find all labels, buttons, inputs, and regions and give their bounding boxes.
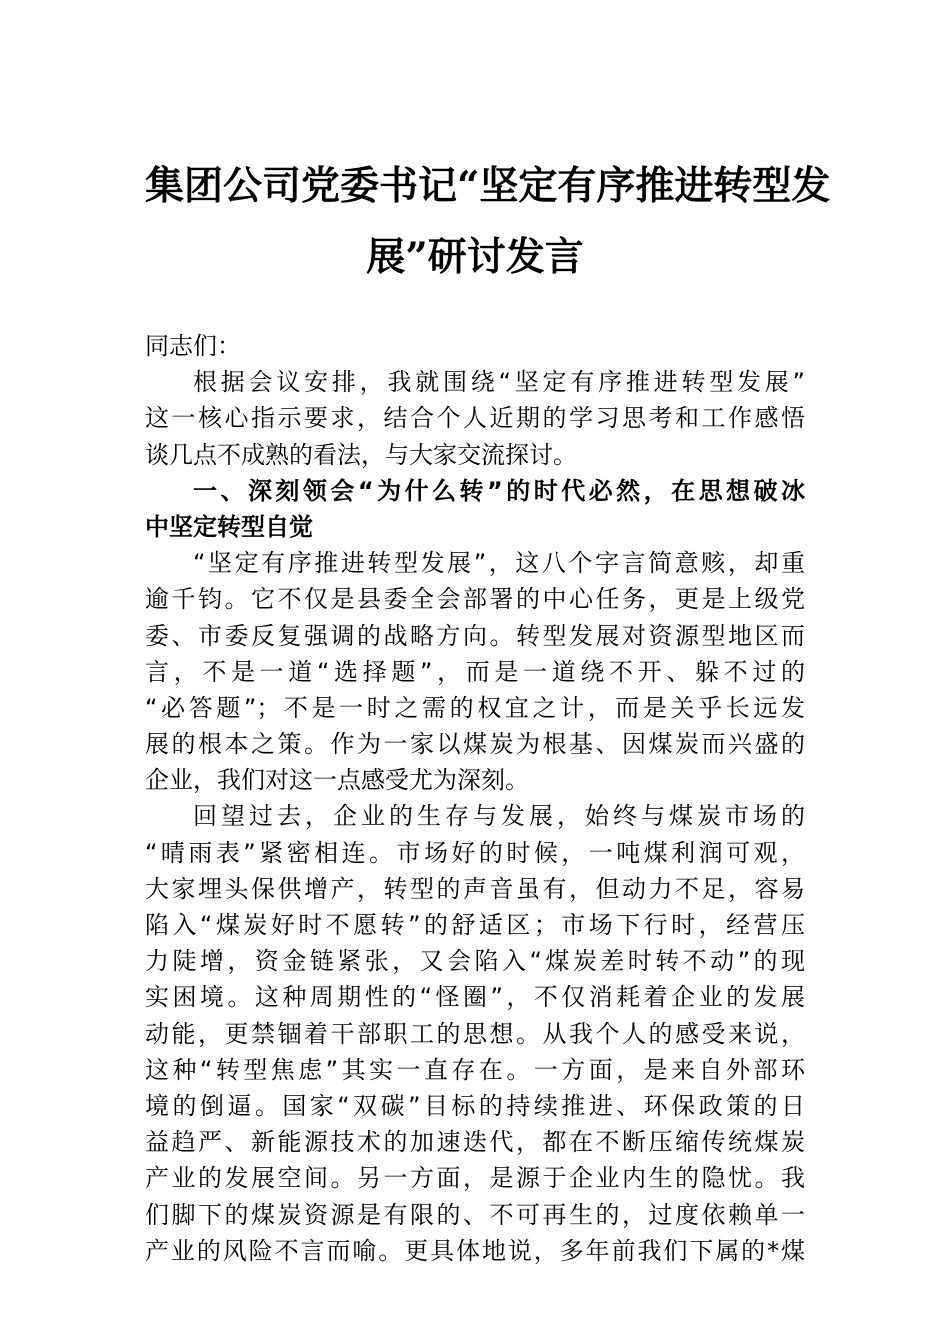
body-text-line: 谈几点不成熟的看法，与大家交流探讨。 xyxy=(145,440,577,469)
body-text-line: 企业，我们对这一点感受尤为深刻。 xyxy=(145,766,529,795)
body-text-line: 大家埋头保供增产，转型的声音虽有，但动力不足，容易 xyxy=(145,874,805,903)
body-text-line: 回望过去，企业的生存与发展，始终与煤炭市场的 xyxy=(193,802,805,831)
body-text-line: 展的根本之策。作为一家以煤炭为根基、因煤炭而兴盛的 xyxy=(145,730,805,759)
body-text-line: 境的倒逼。国家“双碳”目标的持续推进、环保政策的日 xyxy=(145,1091,805,1120)
body-text-line: 言，不是一道“选择题”，而是一道绕不开、躲不过的 xyxy=(145,657,805,686)
body-text-line: 益趋严、新能源技术的加速迭代，都在不断压缩传统煤炭 xyxy=(145,1128,805,1157)
body-text-line: 力陡增，资金链紧张，又会陷入“煤炭差时转不动”的现 xyxy=(145,947,805,976)
body-text-line: 根据会议安排，我就围绕“坚定有序推进转型发展” xyxy=(193,368,805,397)
document-body xyxy=(145,328,805,1269)
body-text-line: “必答题”；不是一时之需的权宜之计，而是关乎长远发 xyxy=(145,693,805,722)
document-title-line-1: 集团公司党委书记“坚定有序推进转型发 xyxy=(145,163,831,209)
body-text-line: 产业的风险不言而喻。更具体地说，多年前我们下属的*煤 xyxy=(145,1236,805,1265)
body-text-line: “晴雨表”紧密相连。市场好的时候，一吨煤利润可观， xyxy=(145,838,805,867)
section-heading-line: 一、深刻领会“为什么转”的时代必然，在思想破冰 xyxy=(193,476,805,505)
body-text-line: 实困境。这种周期性的“怪圈”，不仅消耗着企业的发展 xyxy=(145,983,805,1012)
body-text-line: 这种“转型焦虑”其实一直存在。一方面，是来自外部环 xyxy=(145,1055,805,1084)
section-heading-line: 中坚定转型自觉 xyxy=(145,512,313,541)
body-text-line: “坚定有序推进转型发展”，这八个字言简意赅，却重 xyxy=(193,549,805,578)
body-text-line: 委、市委反复强调的战略方向。转型发展对资源型地区而 xyxy=(145,621,805,650)
document-title-line-2: 展”研讨发言 xyxy=(366,234,584,280)
body-text-line: 们脚下的煤炭资源是有限的、不可再生的，过度依赖单一 xyxy=(145,1200,805,1229)
body-text-line: 产业的发展空间。另一方面，是源于企业内生的隐忧。我 xyxy=(145,1164,805,1193)
body-text-line: 动能，更禁锢着干部职工的思想。从我个人的感受来说， xyxy=(145,1019,805,1048)
body-text-line: 逾千钧。它不仅是县委全会部署的中心任务，更是上级党 xyxy=(145,585,805,614)
body-text-line: 这一核心指示要求，结合个人近期的学习思考和工作感悟 xyxy=(145,404,805,433)
body-text-line: 同志们： xyxy=(145,332,241,360)
body-text-line: 陷入“煤炭好时不愿转”的舒适区；市场下行时，经营压 xyxy=(145,911,805,939)
